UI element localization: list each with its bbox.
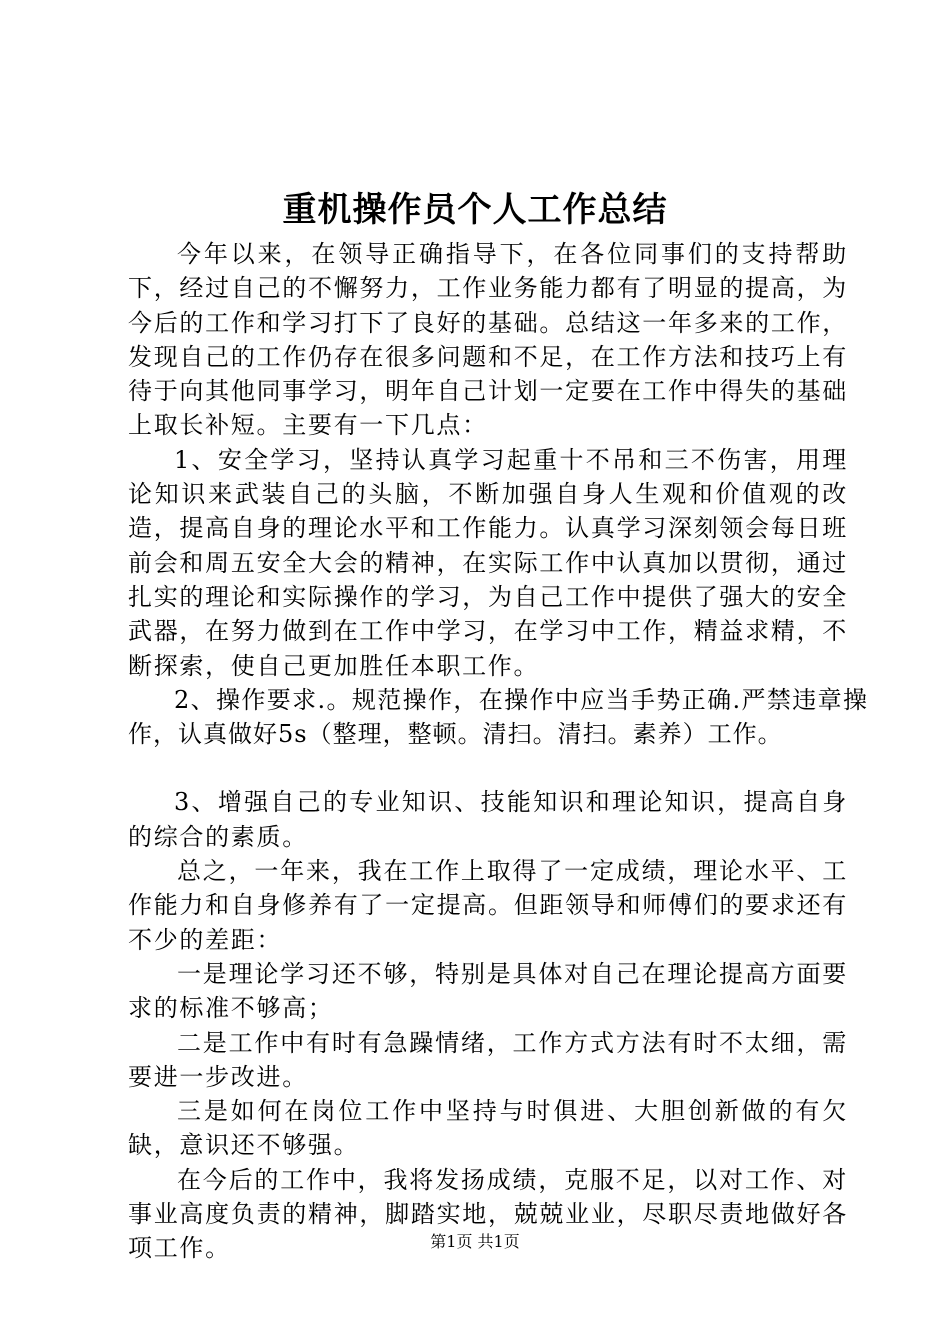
paragraph-gap-2: 二是工作中有时有急躁情绪，工作方式方法有时不太细，需要进一步改进。 <box>128 1028 848 1091</box>
document-body <box>128 237 868 1266</box>
page-footer: 第1页 共1页 <box>430 1232 520 1251</box>
paragraph-conclusion: 在今后的工作中，我将发扬成绩，克服不足，以对工作、对事业高度负责的精神，脚踏实地，兢兢业业，尽职尽责地做好各项工作。 <box>128 1165 848 1263</box>
document-title: 重机操作员个人工作总结 <box>282 190 668 230</box>
paragraph-summary: 总之，一年来，我在工作上取得了一定成绩，理论水平、工作能力和自身修养有了一定提高。但距领导和师傅们的要求还有不少的差距： <box>128 857 848 954</box>
paragraph-intro: 今年以来，在领导正确指导下，在各位同事们的支持帮助下，经过自己的不懈努力，工作业务能力都有了明显的提高，为今后的工作和学习打下了良好的基础。总结这一年多来的工作，发现自己的工作仍存在很多问题和不足，在工作方法和技巧上有待于向其他同事学习，明年自己计划一定要在工作中得失的基础上取长补短。主要有一下几点： <box>128 240 848 440</box>
blank-line <box>128 751 848 785</box>
paragraph-point-1: 1、安全学习，坚持认真学习起重十不吊和三不伤害，用理论知识来武装自己的头脑，不断加强自身人生观和价值观的改造，提高自身的理论水平和工作能力。认真学习深刻领会每日班前会和周五安全大会的精神，在实际工作中认真加以贯彻，通过扎实的理论和实际操作的学习，为自己工作中提供了强大的安全武器，在努力做到在工作中学习，在学习中工作，精益求精，不断探索，使自己更加胜任本职工作。 <box>128 445 848 680</box>
paragraph-point-2: 2、操作要求.。规范操作，在操作中应当手势正确.严禁违章操作，认真做好5s（整理，整顿。清扫。清扫。素养）工作。 <box>128 685 868 749</box>
paragraph-gap-3: 三是如何在岗位工作中坚持与时俱进、大胆创新做的有欠缺，意识还不够强。 <box>128 1097 848 1160</box>
paragraph-gap-1: 一是理论学习还不够，特别是具体对自己在理论提高方面要求的标准不够高； <box>128 959 848 1023</box>
paragraph-point-3: 3、增强自己的专业知识、技能知识和理论知识，提高自身的综合的素质。 <box>128 788 848 851</box>
